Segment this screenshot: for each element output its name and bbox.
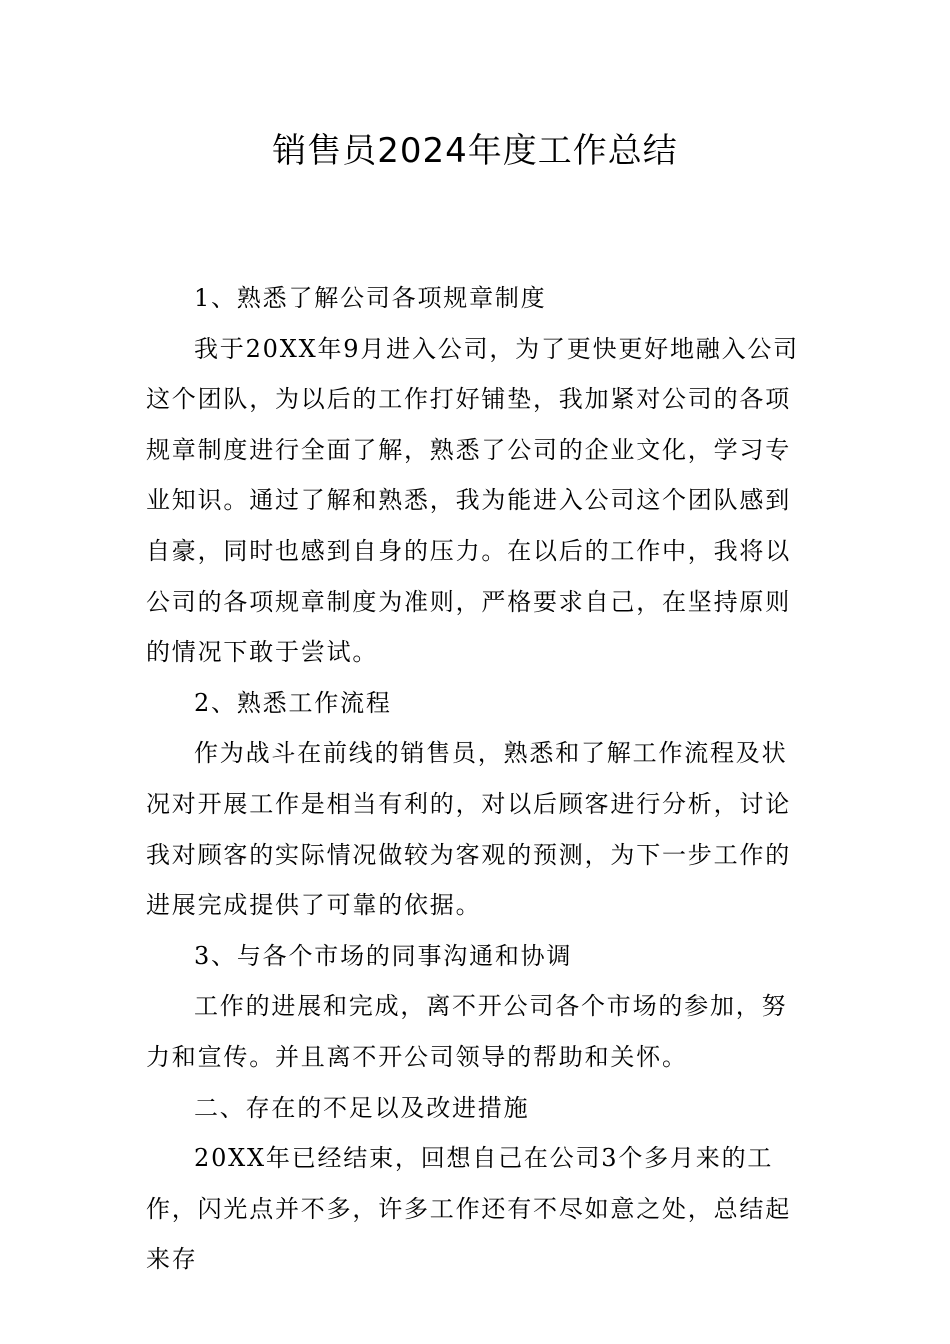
paragraph-2: 作为战斗在前线的销售员，熟悉和了解工作流程及状况对开展工作是相当有利的，对以后顾客进行分析，讨论我对顾客的实际情况做较为客观的预测，为下一步工作的进展完成提供了可靠的依据。 [146, 739, 791, 920]
section-heading-3: 3、与各个市场的同事沟通和协调 [194, 941, 573, 970]
paragraph-1: 我于20XX年9月进入公司，为了更快更好地融入公司这个团队，为以后的工作打好铺垫，我加紧对公司的各项规章制度进行全面了解，熟悉了公司的企业文化，学习专业知识。通过了解和熟悉，我为能进入公司这个团队感到自豪，同时也感到自身的压力。在以后的工作中，我将以公司的各项规章制度为准则，严格要求自己，在坚持原则的情况下敢于尝试。 [146, 334, 799, 667]
document-body [146, 273, 810, 1285]
paragraph-4: 20XX年已经结束，回想自己在公司3个多月来的工作，闪光点并不多，许多工作还有不尽如意之处，总结起来存 [146, 1144, 791, 1274]
section-heading-2: 2、熟悉工作流程 [194, 688, 392, 717]
document-title: 销售员2024年度工作总结 [272, 131, 678, 171]
section-heading-4: 二、存在的不足以及改进措施 [194, 1093, 530, 1122]
paragraph-3: 工作的进展和完成，离不开公司各个市场的参加，努力和宣传。并且离不开公司领导的帮助和关怀。 [146, 992, 788, 1071]
section-heading-1: 1、熟悉了解公司各项规章制度 [194, 284, 547, 312]
